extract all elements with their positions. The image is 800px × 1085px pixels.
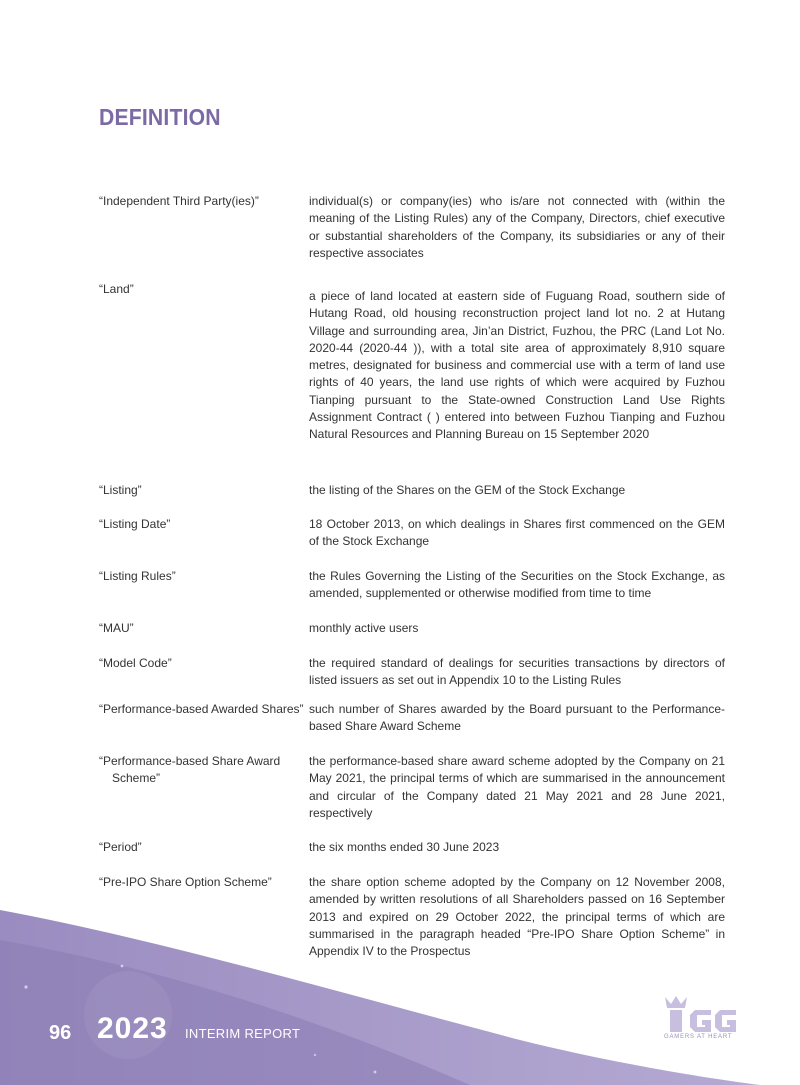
definition-description: the Rules Governing the Listing of the Securities on the Stock Exchange, as amended, supplemented or otherwise modified from time to time <box>309 569 725 601</box>
definition-description: a piece of land located at eastern side of Fuguang Road, southern side of Hutang Road, old housing reconstruction project land lot no. 2 at Hutang Village and surrounding area, Jin’an District, Fuzhou, the PRC (Land Lot No. 2020-44 (2020-44 )), with a total site area of approximately 8,910 square metres, designated for business and commercial use with a term of land use rights of 40 years, the land use rights of which were acquired by Fuzhou Tianping pursuant to the State-owned Construction Land Use Rights Assignment Contract ( ) entered into between Fuzhou Tianping and Fuzhou Natural Resources and Planning Bureau on 15 September 2020 <box>309 289 725 442</box>
definition-description: individual(s) or company(ies) who is/are not connected with (within the meaning of the Listing Rules) any of the Company, Directors, chief executive or substantial shareholders of the Company, its subsidiaries or any of their respective associates <box>309 194 725 260</box>
definition-term: “Model Code” <box>99 656 172 670</box>
footer-background <box>0 880 800 1085</box>
definition-description: such number of Shares awarded by the Board pursuant to the Performance-based Share Award Scheme <box>309 702 725 734</box>
definition-description: monthly active users <box>309 621 419 635</box>
definition-description: the performance-based share award scheme adopted by the Company on 21 May 2021, the principal terms of which are summarised in the announcement and circular of the Company dated 21 May 2021 and 28 June 2021, respectively <box>309 754 725 820</box>
definition-list <box>99 193 725 960</box>
definition-term: “Listing” <box>99 483 142 497</box>
definition-item <box>99 193 725 281</box>
definition-item <box>99 568 725 620</box>
definition-description: the required standard of dealings for securities transactions by directors of listed issuers as set out in Appendix 10 to the Listing Rules <box>309 656 725 688</box>
definition-term: “Performance-based Share Award Scheme” <box>99 754 281 785</box>
definition-term: “Pre-IPO Share Option Scheme” <box>99 875 272 889</box>
definition-description: the listing of the Shares on the GEM of the Stock Exchange <box>309 483 626 497</box>
definition-item <box>99 482 725 516</box>
logo-tagline: GAMERS AT HEART <box>664 1034 733 1040</box>
page-number: 96 <box>49 1022 72 1044</box>
definition-term: “Listing Rules” <box>99 569 176 583</box>
definition-item <box>99 839 725 874</box>
definition-item <box>99 753 725 839</box>
page-title: DEFINITION <box>99 104 221 130</box>
definition-term: “MAU” <box>99 621 134 635</box>
definition-item <box>99 655 725 701</box>
definition-description: 18 October 2013, on which dealings in Shares first commenced on the GEM of the Stock Exchange <box>309 517 725 549</box>
definition-term: “Period” <box>99 840 142 854</box>
definition-term: “Listing Date” <box>99 517 171 531</box>
definition-term: “Independent Third Party(ies)” <box>99 194 259 208</box>
definition-term: “Land” <box>99 282 134 296</box>
definition-item <box>99 516 725 568</box>
report-year: 2023 <box>97 1012 168 1045</box>
definition-term: “Performance-based Awarded Shares” <box>99 702 304 716</box>
definition-item <box>99 620 725 655</box>
report-name: INTERIM REPORT <box>185 1026 301 1041</box>
definition-item <box>99 701 725 753</box>
definition-description: the six months ended 30 June 2023 <box>309 840 500 854</box>
definition-item <box>99 281 725 482</box>
definition-description: the share option scheme adopted by the Company on 12 November 2008, amended by written resolutions of all Shareholders passed on 16 September 2013 and expired on 29 October 2022, the principal terms of which are summarised in the paragraph headed “Pre-IPO Share Option Scheme” in Appendix IV to the Prospectus <box>309 875 725 959</box>
